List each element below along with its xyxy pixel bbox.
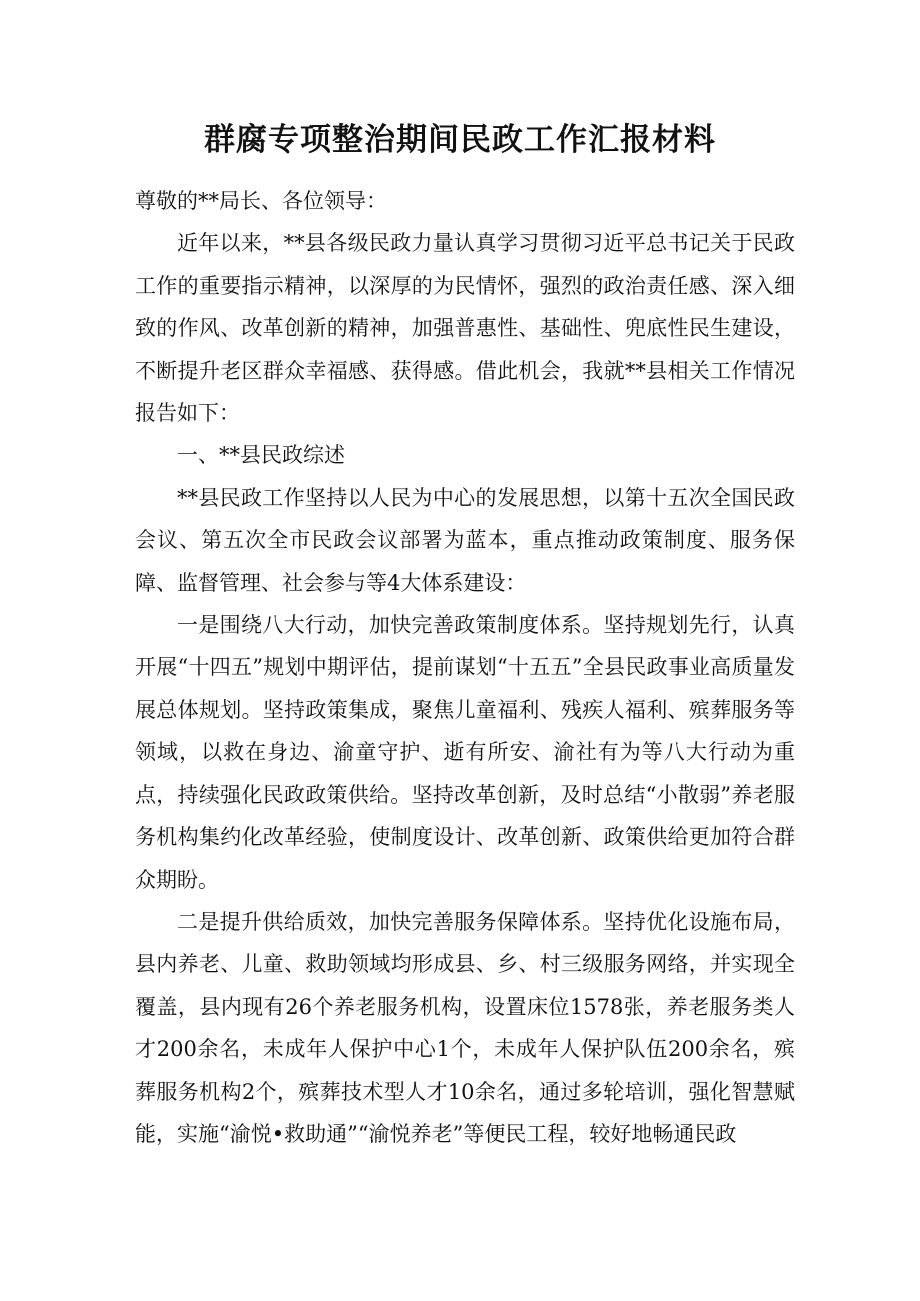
salutation: 尊敬的**局长、各位领导：	[135, 189, 387, 213]
section-heading: 一、**县民政综述	[177, 443, 345, 468]
paragraph-policy-system: 一是围绕八大行动，加快完善政策制度体系。坚持规划先行，认真开展“十四五”规划中期评估，提前谋划“十五五”全县民政事业高质量发展总体规划。坚持政策集成，聚焦儿童福利、残疾人福利、殡葬服务等领域，以救在身边、渝童守护、逝有所安、渝社有为等八大行动为重点，持续强化民政政策供给。坚持改革创新，及时总结“小散弱”养老服务机构集约化改革经验，使制度设计、改革创新、政策供给更加符合群众期盼。	[135, 613, 795, 892]
paragraph-service-system: 二是提升供给质效，加快完善服务保障体系。坚持优化设施布局，县内养老、儿童、救助领域均形成县、乡、村三级服务网络，并实现全覆盖，县内现有26个养老服务机构，设置床位1578张，养老服务类人才200余名，未成年人保护中心1个，未成年人保护队伍200余名，殡葬服务机构2个，殡葬技术型人才10余名，通过多轮培训，强化智慧赋能，实施“渝悦•救助通”“渝悦养老”等便民工程，较好地畅通民政	[135, 909, 795, 1146]
paragraph-intro: 近年以来，**县各级民政力量认真学习贯彻习近平总书记关于民政工作的重要指示精神，以深厚的为民情怀，强烈的政治责任感、深入细致的作风、改革创新的精神，加强普惠性、基础性、兜底性民生建设，不断提升老区群众幸福感、获得感。借此机会，我就**县相关工作情况报告如下：	[135, 231, 795, 426]
document-title: 群腐专项整治期间民政工作汇报材料	[204, 122, 716, 158]
document-body	[135, 180, 795, 1155]
paragraph-overview: **县民政工作坚持以人民为中心的发展思想，以第十五次全国民政会议、第五次全市民政会议部署为蓝本，重点推动政策制度、服务保障、监督管理、社会参与等4大体系建设：	[135, 485, 795, 595]
